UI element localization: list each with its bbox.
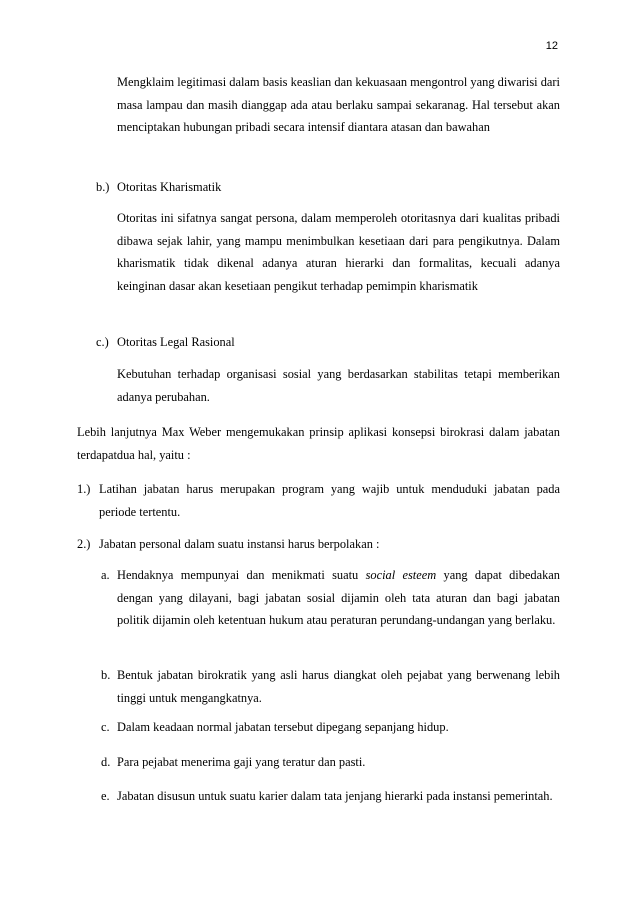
sub-d-text: Para pejabat menerima gaji yang teratur dan pasti. (117, 755, 366, 769)
sub-e-marker: e. (101, 789, 110, 803)
sub-b-marker: b. (101, 668, 111, 682)
authority-c-heading: Otoritas Legal Rasional (117, 335, 235, 349)
sub-c-marker: c. (101, 720, 110, 734)
weber-paragraph: Lebih lanjutnya Max Weber mengemukakan prinsip aplikasi konsepsi birokrasi dalam jabatan terdapatdua hal, yaitu : (77, 425, 560, 462)
sub-a-marker: a. (101, 568, 110, 582)
authority-c-marker: c.) (96, 335, 109, 349)
intro-paragraph: Mengklaim legitimasi dalam basis keaslian dan kekuasaan mengontrol yang diwarisi dari masa lampau dan masih dianggap ada atau berlaku sampai sekaranag. Hal tersebut akan menciptakan hubungan pribadi secara intensif diantara atasan dan bawahan (117, 75, 560, 134)
authority-c-body: Kebutuhan terhadap organisasi sosial yang berdasarkan stabilitas tetapi memberikan adanya perubahan. (117, 367, 560, 404)
sub-d-marker: d. (101, 755, 111, 769)
authority-b-marker: b.) (96, 180, 110, 194)
principle-1-text: Latihan jabatan harus merupakan program yang wajib untuk menduduki jabatan pada periode tertentu. (99, 482, 560, 519)
sub-c-text: Dalam keadaan normal jabatan tersebut dipegang sepanjang hidup. (117, 720, 449, 734)
sub-b-text: Bentuk jabatan birokratik yang asli harus diangkat oleh pejabat yang berwenang lebih tinggi untuk mengangkatnya. (117, 668, 560, 705)
principle-1-marker: 1.) (77, 482, 91, 496)
authority-b-body: Otoritas ini sifatnya sangat persona, dalam memperoleh otoritasnya dari kualitas pribadi dibawa sejak lahir, yang mampu menimbulkan kesetiaan dari para pengikutnya. Dalam kharismatik tidak dikenal adanya aturan hierarki dan formalitas, kecuali adanya keinginan dasar akan kesetiaan pengikut terhadap pemimpin kharismatik (117, 211, 560, 293)
sub-e-text: Jabatan disusun untuk suatu karier dalam tata jenjang hierarki pada instansi pemerintah. (117, 789, 553, 803)
page-number: 12 (545, 40, 558, 52)
principle-2-marker: 2.) (77, 537, 91, 551)
sub-a-text-before: Hendaknya mempunyai dan menikmati suatu (117, 568, 366, 582)
sub-a-emphasis: social esteem (365, 568, 437, 582)
sub-a-text-after: yang dapat dibedakan dengan yang dilayani, bagi jabatan sosial dijamin oleh tata aturan dan bagi jabatan politik dijamin oleh ketentuan hukum atau peraturan perundang-undangan yang berlaku. (117, 568, 560, 627)
authority-b-heading: Otoritas Kharismatik (117, 180, 222, 194)
principle-2-text: Jabatan personal dalam suatu instansi harus berpolakan : (99, 537, 380, 551)
sub-a-text (117, 564, 560, 632)
